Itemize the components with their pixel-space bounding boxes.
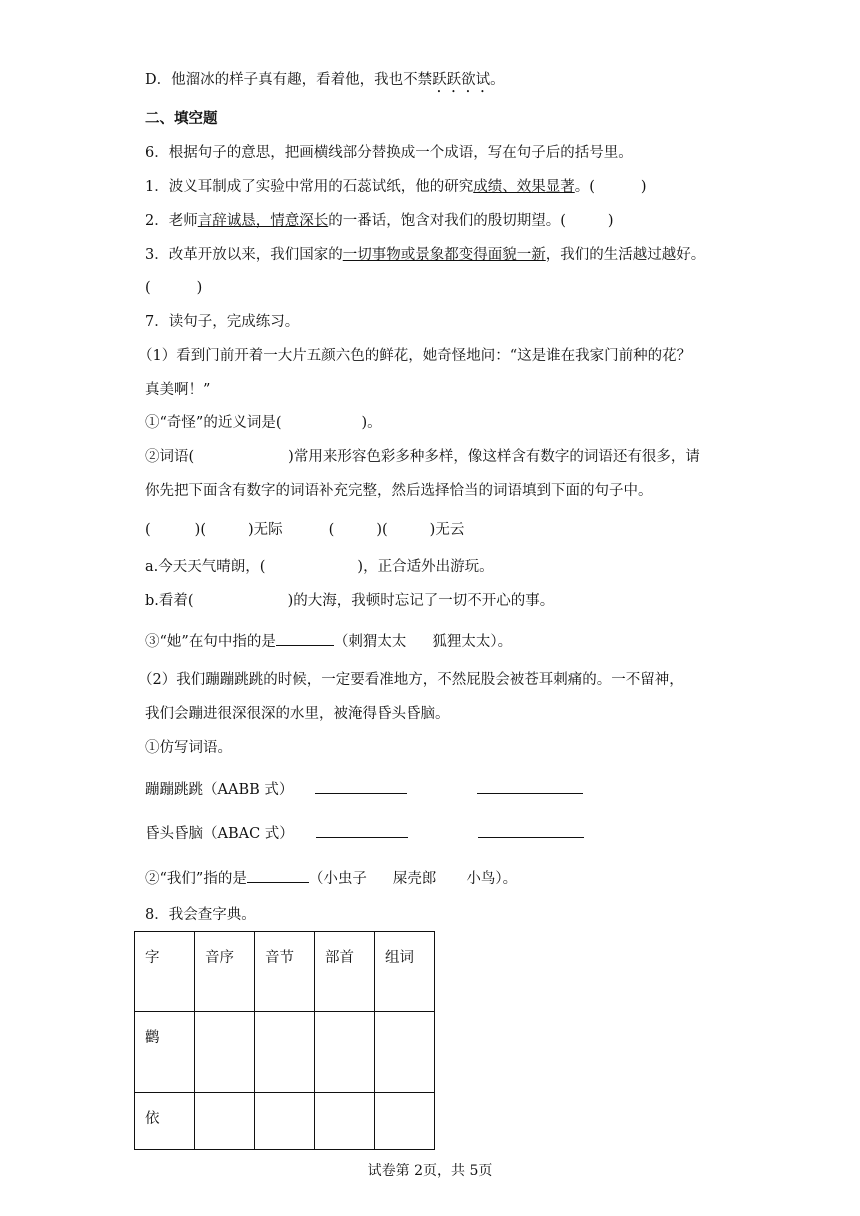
- table-header: 部首: [315, 932, 375, 1012]
- table-cell[interactable]: [255, 1093, 315, 1150]
- table-row: [135, 1093, 435, 1150]
- answer-blank: [247, 868, 309, 883]
- table-cell: 依: [135, 1093, 195, 1150]
- q7-1-word-line-1: ②词语( )常用来形容色彩多种多样，像这样含有数字的词语还有很多，请: [145, 449, 700, 465]
- q7-passage-2-line-2: 我们会蹦进很深很深的水里，被淹得昏头昏脑。: [145, 706, 450, 722]
- q7-1-pronoun: ③“她”在句中指的是 （刺猬太太 狐狸太太）。: [145, 631, 512, 652]
- table-header: 组词: [375, 932, 435, 1012]
- q6-item-3-paren: ( ): [145, 280, 203, 296]
- table-cell[interactable]: [375, 1012, 435, 1093]
- q7-passage-1-line-2: 真美啊！”: [145, 382, 211, 398]
- question-8: 8．我会查字典。: [145, 907, 256, 923]
- table-cell[interactable]: [375, 1093, 435, 1150]
- q7-2-pronoun: ②“我们”指的是 （小虫子 屎壳郎 小鸟）。: [145, 868, 517, 889]
- q7-2-imitate: ①仿写词语。: [145, 740, 232, 756]
- q6-item-1: 1．波义耳制成了实验中常用的石蕊试纸，他的研究成绩、效果显著。( ): [145, 179, 647, 195]
- question-6: 6．根据句子的意思，把画横线部分替换成一个成语，写在句子后的括号里。: [145, 145, 633, 161]
- table-header-row: [135, 932, 435, 1012]
- q7-1-word-line-2: 你先把下面含有数字的词语补充完整，然后选择恰当的词语填到下面的句子中。: [145, 483, 653, 499]
- answer-blank: [316, 823, 408, 838]
- page-footer: 试卷第 2页，共 5页: [367, 1163, 493, 1179]
- table-header: 音序: [195, 932, 255, 1012]
- table-cell: 鹳: [135, 1012, 195, 1093]
- table-header: 字: [135, 932, 195, 1012]
- answer-blank: [478, 823, 584, 838]
- q7-2-abac: 昏头昏脑（ABAC 式）: [145, 823, 584, 844]
- q7-passage-2-line-1: （2）我们蹦蹦跳跳的时候，一定要看准地方，不然屁股会被苍耳刺痛的。一不留神，: [138, 672, 684, 688]
- table-cell[interactable]: [255, 1012, 315, 1093]
- q7-sentence-a: a.今天天气晴朗，( )，正合适外出游玩。: [145, 559, 494, 575]
- answer-blank: [477, 779, 583, 794]
- table-row: [135, 1012, 435, 1093]
- table-cell[interactable]: [315, 1012, 375, 1093]
- q6-item-3: 3．改革开放以来，我们国家的一切事物或景象都变得面貌一新，我们的生活越过越好。: [145, 247, 706, 263]
- table-header: 音节: [255, 932, 315, 1012]
- option-d: D．他溜冰的样子真有趣，看着他，我也不禁跃跃欲试。: [145, 72, 505, 88]
- q7-1-synonym: ①“奇怪”的近义词是( )。: [145, 415, 382, 431]
- q7-2-aabb: 蹦蹦跳跳（AABB 式）: [145, 779, 583, 800]
- section-heading: 二、填空题: [145, 111, 218, 127]
- table-cell[interactable]: [195, 1093, 255, 1150]
- answer-blank: [276, 631, 334, 646]
- dotted-phrase: 跃跃欲试: [432, 72, 491, 88]
- table-cell[interactable]: [195, 1012, 255, 1093]
- answer-blank: [315, 779, 407, 794]
- q7-passage-1-line-1: （1）看到门前开着一大片五颜六色的鲜花，她奇怪地问：“这是谁在我家门前种的花？: [138, 348, 692, 364]
- dictionary-table: [134, 931, 435, 1150]
- q7-number-words: ( )( )无际 ( )( )无云: [145, 522, 465, 538]
- question-7: 7．读句子，完成练习。: [145, 314, 300, 330]
- q6-item-2: 2．老师言辞诚恳，情意深长的一番话，饱含对我们的殷切期望。( ): [145, 213, 614, 229]
- table-cell[interactable]: [315, 1093, 375, 1150]
- q7-sentence-b: b.看着( )的大海，我顿时忘记了一切不开心的事。: [145, 593, 555, 609]
